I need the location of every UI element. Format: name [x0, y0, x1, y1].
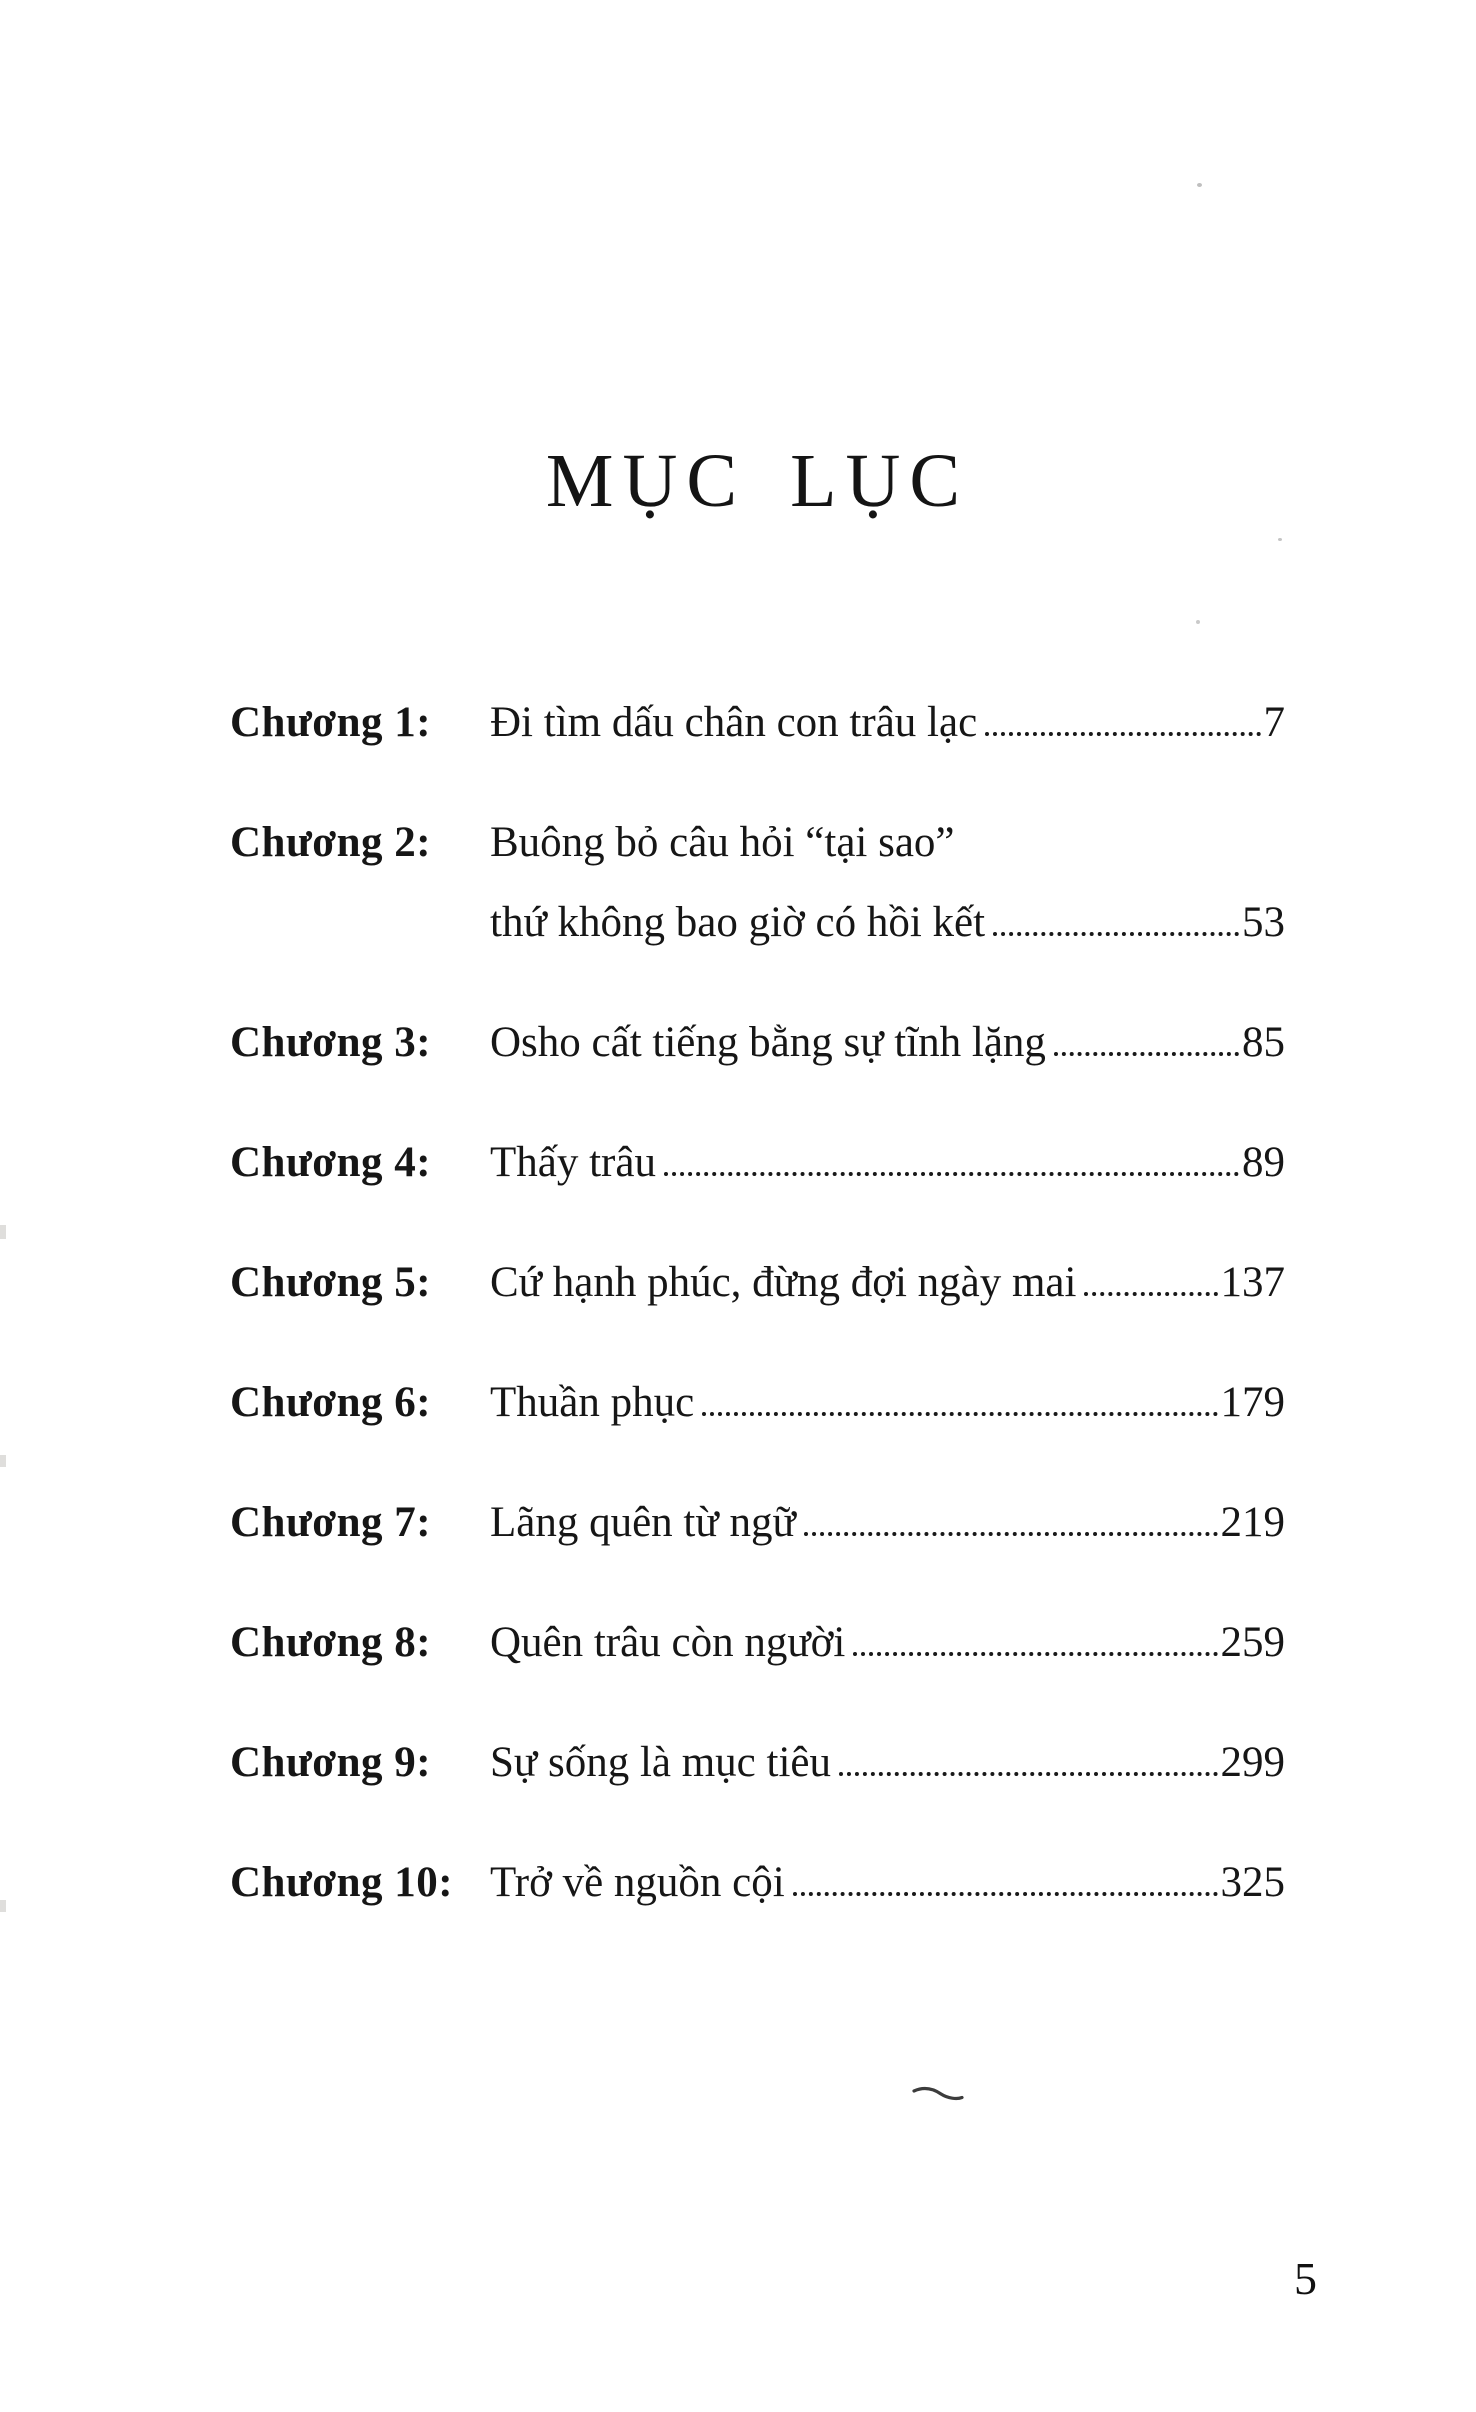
scan-artifact — [0, 1900, 6, 1912]
page-ref: 259 — [1220, 1619, 1285, 1666]
chapter-title: thứ không bao giờ có hồi kết — [490, 899, 986, 946]
dot-leader — [804, 1532, 1218, 1536]
chapter-title: Thấy trâu — [490, 1139, 656, 1186]
chapter-title: Trở về nguồn cội — [490, 1859, 785, 1906]
toc-entry — [230, 1243, 1285, 1323]
dot-leader — [1084, 1292, 1217, 1296]
dot-leader — [1054, 1052, 1239, 1056]
toc-entry-line — [490, 1483, 1285, 1563]
toc-entry-line — [490, 683, 1285, 763]
toc-entry-line — [490, 1603, 1285, 1683]
toc-entry — [230, 1363, 1285, 1443]
scan-speck — [1197, 183, 1202, 187]
scan-speck — [1278, 538, 1282, 541]
dot-leader — [793, 1892, 1218, 1896]
chapter-title: Osho cất tiếng bằng sự tĩnh lặng — [490, 1019, 1046, 1066]
chapter-title: Thuần phục — [490, 1379, 695, 1426]
chapter-label: Chương 3: — [230, 1019, 432, 1066]
chapter-title: Quên trâu còn người — [490, 1619, 846, 1666]
dot-leader — [985, 732, 1260, 736]
toc-entry-line — [490, 1003, 1285, 1083]
chapter-entry — [490, 1243, 1285, 1323]
chapter-label: Chương 8: — [230, 1619, 432, 1666]
toc-entry-line — [490, 1243, 1285, 1323]
chapter-title: Lãng quên từ ngữ — [490, 1499, 796, 1546]
chapter-label: Chương 1: — [230, 699, 432, 746]
dot-leader — [664, 1172, 1239, 1176]
chapter-entry — [490, 803, 1285, 963]
chapter-entry — [490, 1483, 1285, 1563]
page-ref: 299 — [1220, 1739, 1285, 1786]
toc-entry — [230, 1123, 1285, 1203]
toc-entry — [230, 1843, 1285, 1923]
toc-list — [230, 683, 1285, 1963]
chapter-label: Chương 10: — [230, 1859, 454, 1906]
page-ref: 53 — [1242, 899, 1285, 946]
toc-entry — [230, 1603, 1285, 1683]
toc-entry-line — [490, 1843, 1285, 1923]
dot-leader — [853, 1652, 1217, 1656]
dot-leader — [993, 932, 1239, 936]
chapter-title: Cứ hạnh phúc, đừng đợi ngày mai — [490, 1259, 1077, 1306]
chapter-title: Đi tìm dấu chân con trâu lạc — [490, 699, 978, 746]
chapter-label: Chương 7: — [230, 1499, 432, 1546]
page-ref: 7 — [1263, 699, 1285, 746]
toc-entry-line — [490, 1723, 1285, 1803]
toc-entry-line — [490, 1123, 1285, 1203]
chapter-label: Chương 6: — [230, 1379, 432, 1426]
toc-entry-line — [490, 883, 1285, 963]
tilde-mark — [912, 2086, 964, 2107]
chapter-title: Sự sống là mục tiêu — [490, 1739, 831, 1786]
chapter-entry — [490, 1723, 1285, 1803]
folio-page-number: 5 — [1294, 2253, 1317, 2304]
scan-artifact — [0, 1455, 6, 1467]
page-ref: 85 — [1242, 1019, 1285, 1066]
dot-leader — [702, 1412, 1217, 1416]
chapter-entry — [490, 1123, 1285, 1203]
chapter-title: Buông bỏ câu hỏi “tại sao” — [490, 819, 955, 866]
chapter-label: Chương 2: — [230, 819, 432, 866]
toc-entry — [230, 683, 1285, 763]
dot-leader — [839, 1772, 1218, 1776]
chapter-entry — [490, 683, 1285, 763]
page-title: MỤC LỤC — [545, 439, 970, 523]
scan-speck — [1196, 620, 1200, 624]
toc-entry — [230, 1003, 1285, 1083]
page-ref: 219 — [1220, 1499, 1285, 1546]
toc-entry — [230, 1723, 1285, 1803]
toc-entry — [230, 1483, 1285, 1563]
toc-entry — [230, 803, 1285, 963]
toc-entry-line — [490, 803, 1285, 883]
chapter-entry — [490, 1843, 1285, 1923]
scan-artifact — [0, 1225, 6, 1239]
chapter-entry — [490, 1363, 1285, 1443]
page-ref: 89 — [1242, 1139, 1285, 1186]
page-ref: 137 — [1220, 1259, 1285, 1306]
page-ref: 325 — [1220, 1859, 1285, 1906]
page-ref: 179 — [1220, 1379, 1285, 1426]
chapter-label: Chương 5: — [230, 1259, 432, 1306]
toc-entry-line — [490, 1363, 1285, 1443]
chapter-label: Chương 4: — [230, 1139, 432, 1186]
chapter-entry — [490, 1603, 1285, 1683]
chapter-entry — [490, 1003, 1285, 1083]
chapter-label: Chương 9: — [230, 1739, 432, 1786]
